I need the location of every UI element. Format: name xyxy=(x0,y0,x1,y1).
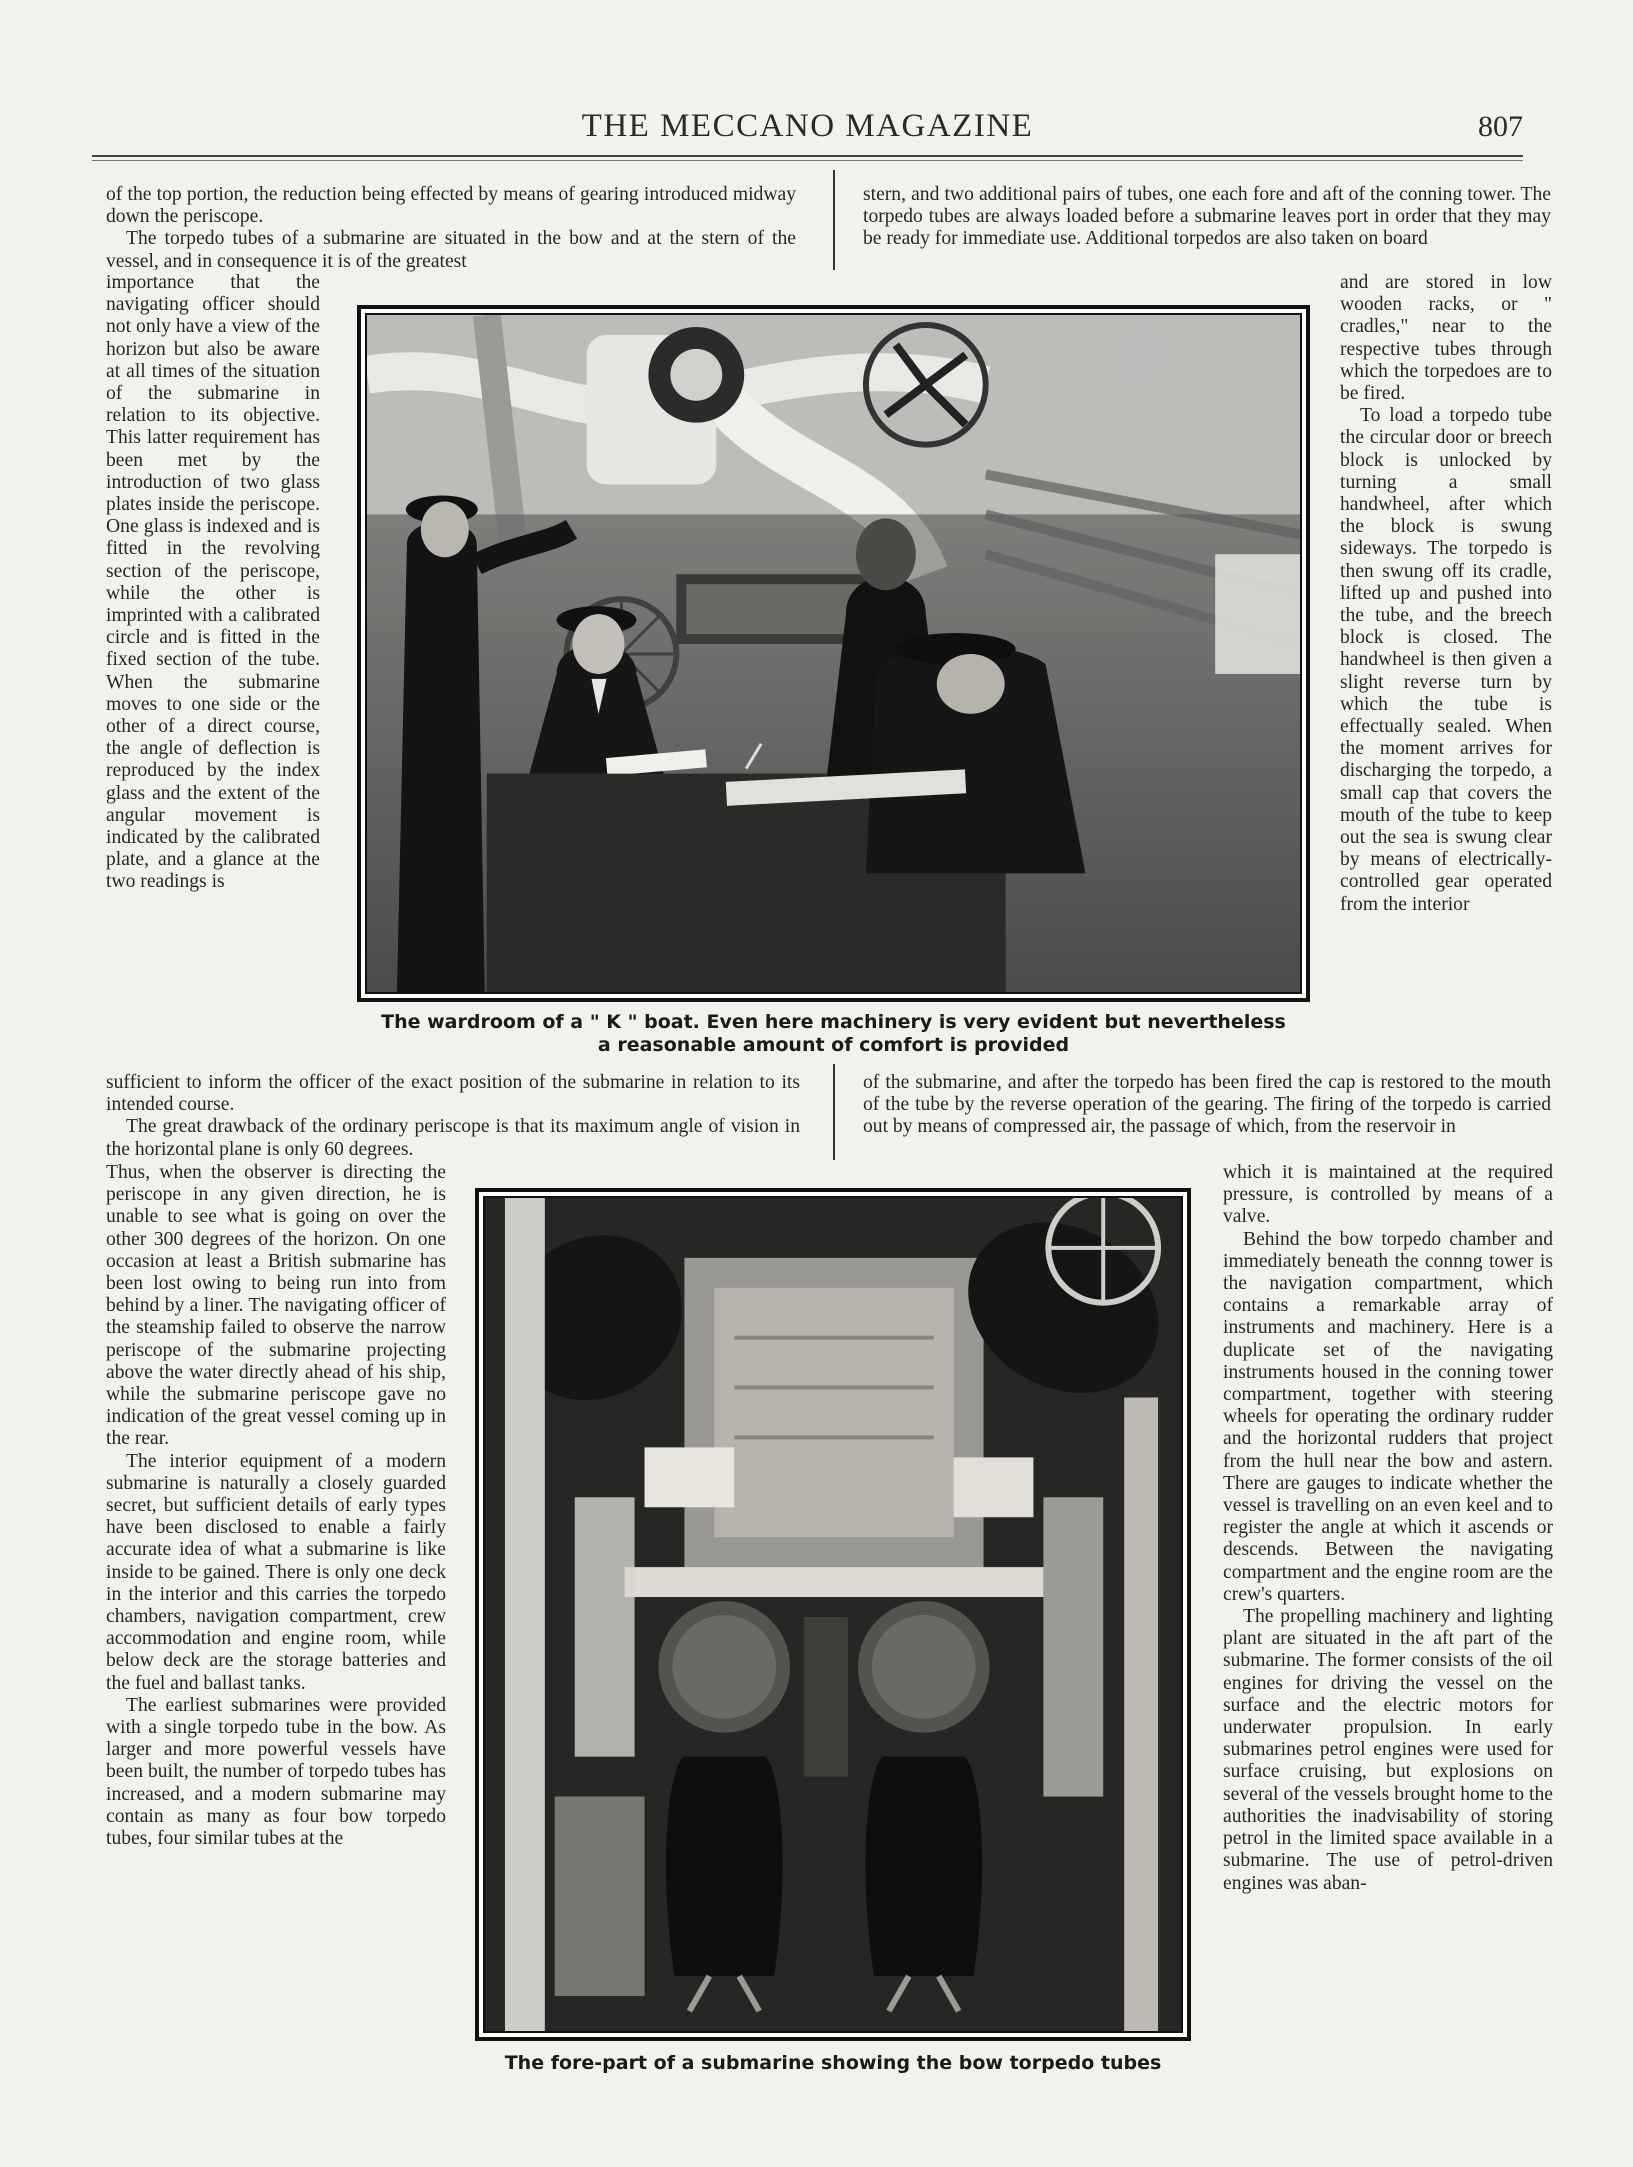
wardroom-caption xyxy=(357,1011,1310,1057)
text-top-left xyxy=(106,184,796,273)
column-divider-top xyxy=(833,170,835,270)
text-bottom-right xyxy=(1223,1162,1553,1895)
torpedo-caption: The fore-part of a submarine showing the bow torpedo tubes xyxy=(504,2052,1162,2074)
paragraph: The torpedo tubes of a submarine are situated in the bow and at the stern of the vessel, and in consequence it is of the greatest xyxy=(106,228,796,272)
wardroom-caption-line2: a reasonable amount of comfort is provided xyxy=(597,1034,1070,1056)
header-rule-thin xyxy=(92,160,1523,161)
wardroom-caption-line1: The wardroom of a " K " boat. Even here machinery is very evident but nevertheless xyxy=(381,1011,1286,1033)
text-mid-left xyxy=(106,1072,800,1161)
torpedo-illustration xyxy=(485,1198,1181,2031)
page-header xyxy=(92,108,1523,152)
column-divider-middle xyxy=(833,1064,835,1160)
paragraph: The propelling machinery and lighting plant are situated in the aft part of the submarine. The former consists of the oil engines for driving the vessel on the surface and the electric motors for underwater propulsion. In early submarines petrol engines were used for surface cruising, but explosions on several of the vessels brought home to the authorities the inadvisability of storing petrol in the limited space available in a submarine. The use of petrol-driven engines was aban- xyxy=(1223,1606,1553,1894)
paragraph: The earliest submarines were provided with a single torpedo tube in the bow. As larger and more powerful vessels have been built, the number of torpedo tubes has increased, and a modern submarine may contain as many as four bow torpedo tubes, four similar tubes at the xyxy=(106,1694,446,1850)
paragraph: The interior equipment of a modern submarine is naturally a closely guarded secret, but sufficient details of early types have been disclosed to enable a fairly accurate idea of what a submarine is like inside to be gained. There is only one deck in the interior and this carries the torpedo chambers, navigation compartment, crew accommodation and engine room, while below deck are the storage batteries and the fuel and ballast tanks. xyxy=(106,1450,446,1694)
wardroom-photo xyxy=(357,305,1310,1002)
paragraph: importance that the navigating officer should not only have a view of the horizon but also be aware at all times of the situation of the submarine in relation to its objective. This latter requirement has been met by the introduction of two glass plates inside the periscope. One glass is indexed and is fitted in the revolving section of the periscope, while the other is imprinted with a calibrated circle and is fitted in the fixed section of the tube. When the submarine moves to one side or the other of a direct course, the angle of deflection is reproduced by the index glass and the extent of the angular movement is indicated by the calibrated plate, and a glance at the two readings is xyxy=(106,272,320,893)
paragraph: of the submarine, and after the torpedo has been fired the cap is restored to the mouth of the tube by the reverse operation of the gearing. The firing of the torpedo is carried out by means of compressed air, the passage of which, from the reservoir in xyxy=(863,1072,1551,1138)
paragraph: sufficient to inform the officer of the exact position of the submarine in relation to its intended course. xyxy=(106,1072,800,1116)
header-rule xyxy=(92,155,1523,157)
magazine-title: THE MECCANO MAGAZINE xyxy=(581,108,1034,144)
paragraph: Behind the bow torpedo chamber and immediately beneath the connng tower is the navigation compartment, which contains a remarkable array of instruments and machinery. Here is a duplicate set of the navigating instruments housed in the conning tower compartment, together with steering wheels for operating the ordinary rudder and the horizontal rudders that project from the hull near the bow and astern. There are gauges to indicate whether the vessel is travelling on an even keel and to register the angle at which it ascends or descends. Between the navigating compartment and the engine room are the crew's quarters. xyxy=(1223,1228,1553,1605)
paragraph: To load a torpedo tube the circular door or breech block is unlocked by turning a small handwheel, after which the block is swung sideways. The torpedo is then swung off its cradle, lifted up and pushed into the tube, and the breech block is closed. The handwheel is then given a slight reverse turn by which the tube is effectually sealed. When the moment arrives for discharging the torpedo, a small cap that covers the mouth of the tube to keep out the sea is swung clear by means of electrically-controlled gear operated from the interior xyxy=(1340,405,1552,915)
text-left-narrow xyxy=(106,272,320,894)
text-bottom-left xyxy=(106,1162,446,1850)
text-top-right xyxy=(863,184,1551,251)
paragraph: of the top portion, the reduction being effected by means of gearing introduced midway down the periscope. xyxy=(106,184,796,228)
page-number: 807 xyxy=(1478,110,1523,143)
paragraph: Thus, when the observer is directing the periscope in any given direction, he is unable to see what is going on over the other 300 degrees of the horizon. On one occasion at least a British submarine has been lost owing to being run into from behind by a liner. The navigating officer of the steamship failed to observe the narrow periscope of the submarine projecting above the water directly ahead of his ship, while the submarine periscope gave no indication of the great vessel coming up in the rear. xyxy=(106,1162,446,1450)
paragraph: and are stored in low wooden racks, or " cradles," near to the respective tubes through which the torpedoes are to be fired. xyxy=(1340,272,1552,405)
paragraph: which it is maintained at the required pressure, is controlled by means of a valve. xyxy=(1223,1162,1553,1228)
text-mid-right xyxy=(863,1072,1551,1139)
torpedo-photo xyxy=(475,1188,1191,2041)
wardroom-illustration xyxy=(367,315,1300,992)
paragraph: stern, and two additional pairs of tubes, one each fore and aft of the conning tower. The torpedo tubes are always loaded before a submarine leaves port in order that they may be ready for immediate use. Additional torpedos are also taken on board xyxy=(863,184,1551,250)
text-right-narrow xyxy=(1340,272,1552,916)
paragraph: The great drawback of the ordinary periscope is that its maximum angle of vision in the horizontal plane is only 60 degrees. xyxy=(106,1116,800,1160)
